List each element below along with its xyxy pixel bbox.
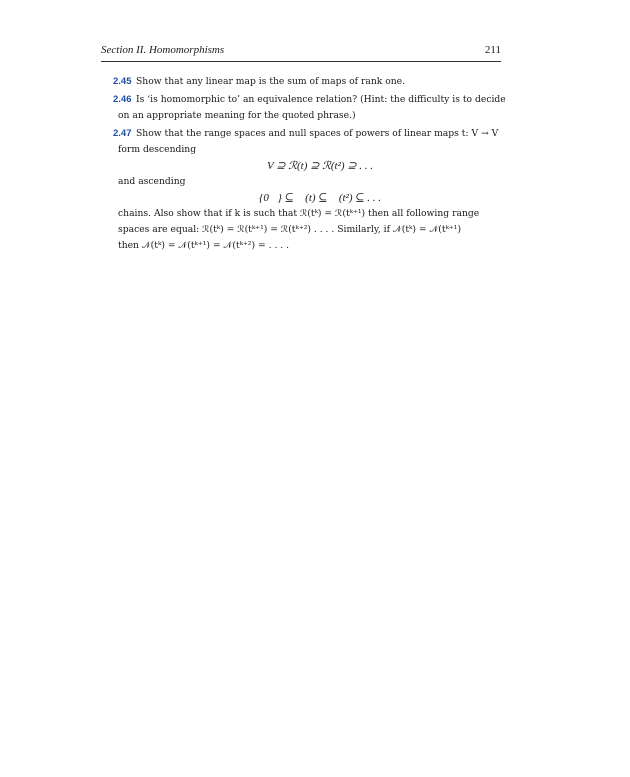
running-title: Section II. Homomorphisms [101,44,225,56]
exercise-text: Show that any linear map is the sum of maps of rank one. [136,76,406,87]
exercise-number: 2.47 [113,128,132,139]
exercise-text: on an appropriate meaning for the quoted phrase.) [118,110,356,121]
page-header [101,44,501,60]
exercise-text: spaces are equal: ℛ(tᵏ) = ℛ(tᵏ⁺¹) = ℛ(tᵏ⁺²) . . . . Similarly, if 𝒩(tᵏ) = 𝒩(tᵏ⁺¹) [118,224,462,235]
exercise-number: 2.46 [113,94,132,105]
exercise-text: Show that the range spaces and null spaces of powers of linear maps t: V → V [136,128,499,139]
exercise-2-47 [113,126,503,254]
exercise-text: then 𝒩(tᵏ) = 𝒩(tᵏ⁺¹) = 𝒩(tᵏ⁺²) = . . . . [118,240,290,251]
page-number: 211 [484,44,501,56]
exercise-text: Is ‘is homomorphic to’ an equivalence relation? (Hint: the difficulty is to decide [136,94,506,105]
exercise-2-46 [113,92,506,124]
exercise-text: and ascending [118,176,186,187]
exercise-text: form descending [118,144,197,155]
display-equation-ascending: {0⃗} ⊆ 𝒩(t) ⊆ 𝒩(t²) ⊆ . . . [259,192,381,204]
header-rule [101,61,501,62]
exercise-list [113,74,506,254]
exercise-2-45 [113,74,503,90]
display-equation-descending: V ⊇ ℛ(t) ⊇ ℛ(t²) ⊇ . . . [266,160,374,172]
exercise-text: chains. Also show that if k is such that ℛ(tᵏ) = ℛ(tᵏ⁺¹) then all following range [118,208,480,219]
exercise-number: 2.45 [113,76,132,87]
